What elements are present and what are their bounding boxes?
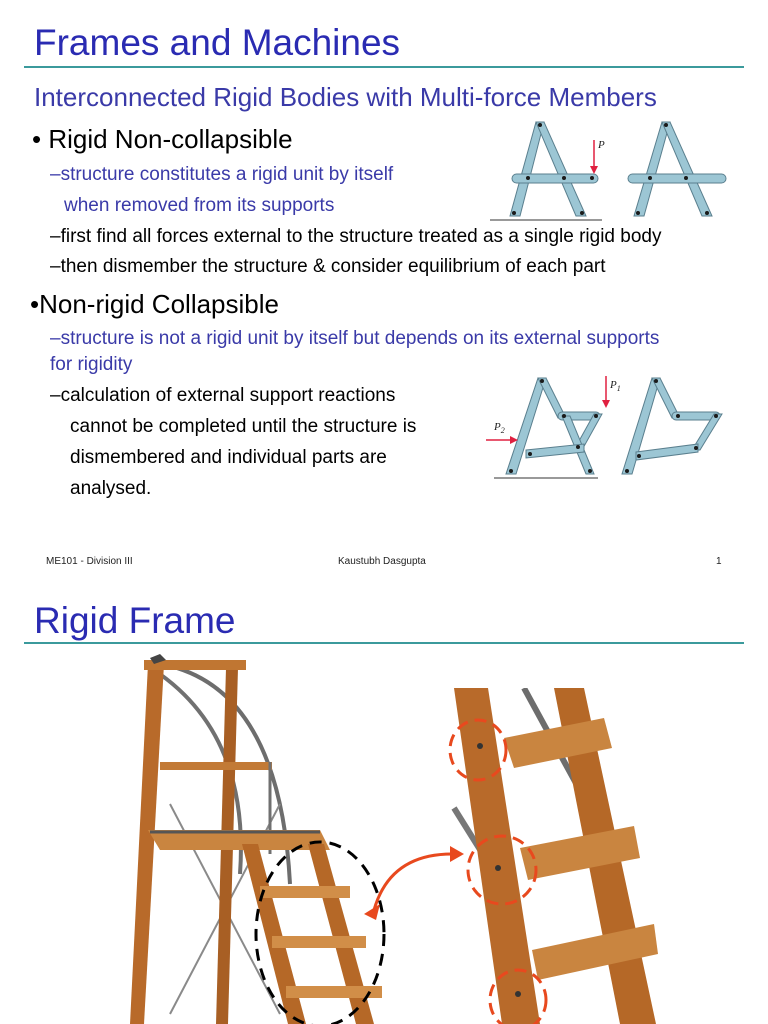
slide-title-2: Rigid Frame [34, 600, 236, 641]
footer-page-number: 1 [716, 556, 722, 567]
rigid-point1-line2: when removed from its supports [64, 195, 335, 216]
nonrigid-point2-line3: dismembered and individual parts are [70, 447, 387, 468]
rigid-frame-diagram [486, 116, 736, 224]
rigid-point3: –then dismember the structure & consider equilibrium of each part [50, 256, 606, 277]
rigid-heading: • Rigid Non-collapsible [32, 124, 293, 154]
ladder-joint-closeup-photo [444, 688, 674, 1024]
slide-subtitle: Interconnected Rigid Bodies with Multi-force Members [34, 82, 657, 112]
nonrigid-point1-line2: for rigidity [50, 354, 133, 375]
force-p2-label: $P_2$ [494, 421, 505, 435]
nonrigid-point2-line1: –calculation of external support reactions [50, 385, 396, 406]
nonrigid-frame-diagram [486, 370, 736, 482]
force-p1-label: $P_1$ [610, 379, 621, 393]
rigid-point1-line1: –structure constitutes a rigid unit by itself [50, 164, 394, 185]
nonrigid-heading: •Non-rigid Collapsible [30, 289, 279, 319]
footer-course: ME101 - Division III [46, 556, 133, 567]
force-p-label: P [598, 139, 605, 151]
slide-title: Frames and Machines [34, 22, 401, 63]
title-rule-2 [24, 642, 744, 644]
nonrigid-point2-line2: cannot be completed until the structure is [70, 416, 417, 437]
rigid-point2: –first find all forces external to the structure treated as a single rigid body [50, 226, 662, 247]
nonrigid-point1-line1: –structure is not a rigid unit by itself but depends on its external supports [50, 328, 660, 349]
slide-2 [0, 584, 768, 1024]
nonrigid-point2-line4: analysed. [70, 478, 152, 499]
footer-author: Kaustubh Dasgupta [338, 556, 426, 567]
title-rule [24, 66, 744, 68]
